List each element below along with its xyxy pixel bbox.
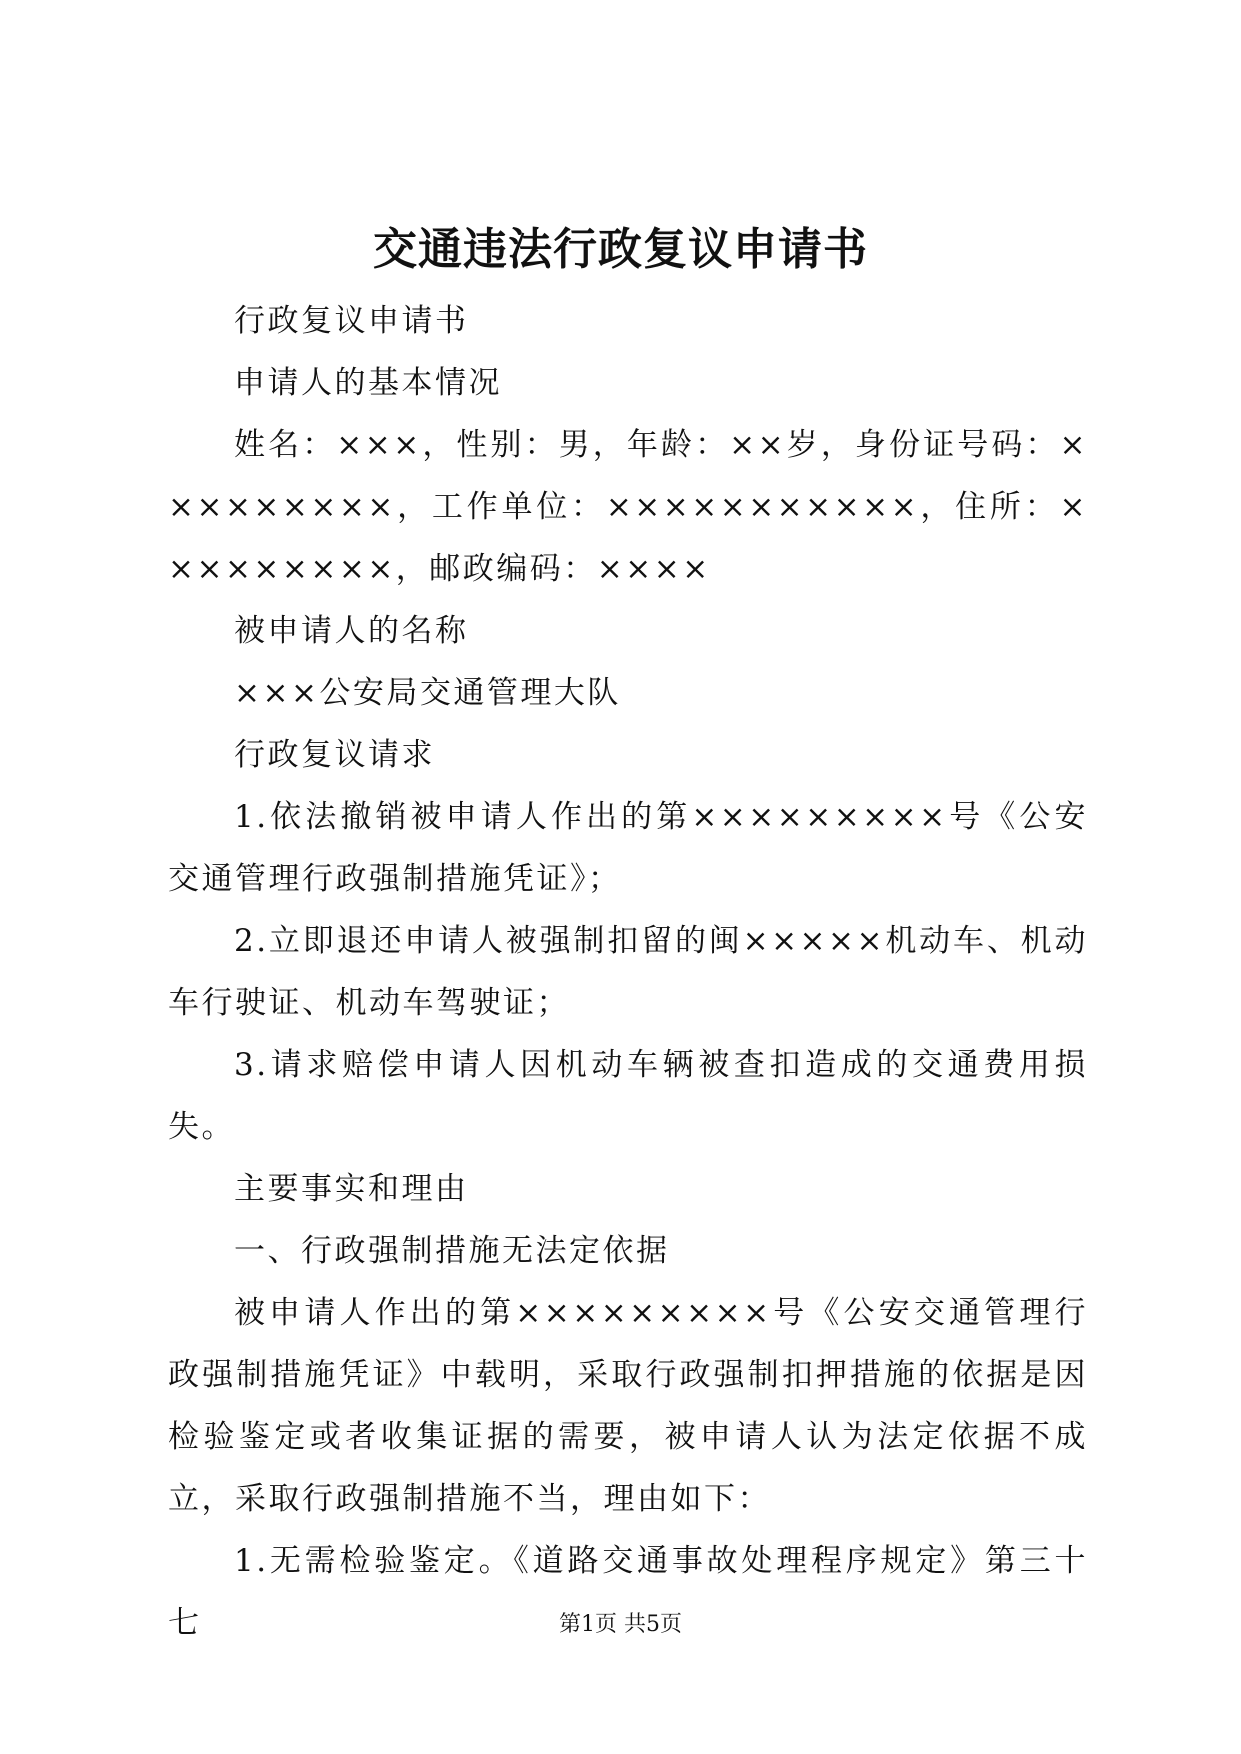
paragraph: ×××公安局交通管理大队 [234, 675, 621, 711]
paragraph: 一、行政强制措施无法定依据 [234, 1233, 670, 1269]
paragraph: 申请人的基本情况 [234, 365, 502, 401]
paragraph: 被申请人的名称 [234, 613, 469, 649]
page-number: 第1页 共5页 [559, 1612, 682, 1637]
paragraph: 3.请求赔偿申请人因机动车辆被查扣造成的交通费用损失。 [168, 1047, 1088, 1145]
paragraph: 1.无需检验鉴定。《道路交通事故处理程序规定》第三十七 [168, 1543, 1088, 1641]
paragraph: 1.依法撤销被申请人作出的第×××××××××号《公安交通管理行政强制措施凭证》； [168, 799, 1088, 897]
paragraph: 被申请人作出的第×××××××××号《公安交通管理行政强制措施凭证》中载明，采取行政强制扣押措施的依据是因检验鉴定或者收集证据的需要，被申请人认为法定依据不成立，采取行政强制措施不当，理由如下： [168, 1295, 1088, 1517]
document-title: 交通违法行政复议申请书 [373, 224, 868, 275]
paragraph: 行政复议请求 [234, 737, 435, 773]
document-body [168, 290, 1088, 1654]
paragraph: 2.立即退还申请人被强制扣留的闽×××××机动车、机动车行驶证、机动车驾驶证； [168, 923, 1088, 1021]
paragraph: 主要事实和理由 [234, 1171, 469, 1207]
paragraph: 姓名：×××，性别：男，年龄：××岁，身份证号码：×××××××××，工作单位：×××××××××××，住所：×××××××××，邮政编码：×××× [168, 427, 1088, 587]
paragraph: 行政复议申请书 [234, 303, 469, 339]
